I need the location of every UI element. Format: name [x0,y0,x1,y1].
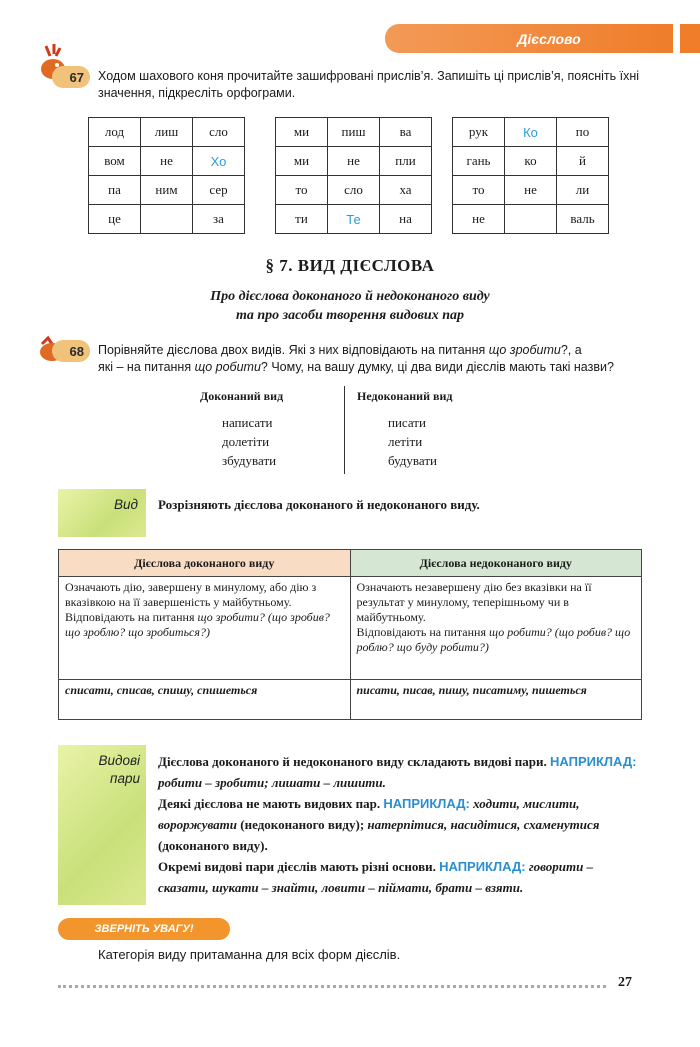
chapter-header [385,24,673,53]
perfective-description: Означають дію, завершену в минулому, або дію з вказівкою на її завершеність у майбутньому. Відповідають на питання що зробити? (що зробив? що зроблю? що зробиться?) [59,577,351,680]
cipher-grid-2: ми пиш ва ми не пли то сло ха ти Те на [275,117,432,234]
rule-pairs-text: Дієслова доконаного й недоконаного виду складають видові пари. НАПРИКЛАД: робити – зробити; лишати – лишити. Деякі дієслова не мають видових пар. НАПРИКЛАД: ходити, мислити, вороржувати (недоконаного виду); натерпітися, насидітися, схаменутися (доконаного виду). Окремі видові пари дієслів мають різні основи. НАПРИКЛАД: говорити – сказати, шукати – знайти, ловити – піймати, брати – взяти. [158,754,637,895]
column-divider [344,386,345,474]
section-title: § 7. ВИД ДІЄСЛОВА [265,256,435,275]
header-bar [680,24,700,53]
perfective-examples: списати, списав, спишу, спишеться [59,680,351,720]
rule-label-vyd: Вид [114,497,138,512]
footer-dots [58,985,606,988]
head-imperfective: Дієслова недоконаного виду [350,550,642,577]
attention-text: Категорія виду притаманна для всіх форм дієслів. [98,947,401,962]
section-subtitle-2: та про засоби творення видових пар [235,308,465,323]
comparison-table [58,549,642,720]
chapter-title: Дієслово [517,30,581,47]
col-head-imperfective: Недоконаний вид [357,389,453,403]
perfective-verbs: написати долетіти збудувати [222,415,277,468]
task-number-67: 67 [52,66,90,88]
cipher-grid-1: лод лиш сло вом не Хо па ним сер це за [88,117,245,234]
imperfective-verbs: писати летіти будувати [388,415,437,468]
section-subtitle-1: Про дієслова доконаного й недоконаного виду [210,289,490,304]
rule-label-pairs: Видові пари [98,753,140,786]
attention-badge: ЗВЕРНІТЬ УВАГУ! [58,918,230,940]
imperfective-description: Означають незавершену дію без вказівки на її результат у минулому, теперішньому чи в майбутньому. Відповідають на питання що робити? (що робив? що роблю? що буду робити?) [350,577,642,680]
rule-vyd-text: Розрізняють дієслова доконаного й недоконаного виду. [158,497,480,512]
col-head-perfective: Доконаний вид [200,389,284,403]
task-68-text: Порівняйте дієслова двох видів. Які з них відповідають на питання що зробити?, а які – на питання що робити? Чому, на вашу думку, ці два види дієслів мають такі назви? [98,343,614,374]
task-67-text: Ходом шахового коня прочитайте зашифровані прислів’я. Запишіть ці прислів’я, поясніть їхні значення, підкресліть орфограми. [98,69,640,100]
head-perfective: Дієслова доконаного виду [59,550,351,577]
page-number: 27 [618,975,632,990]
imperfective-examples: писати, писав, пишу, писатиму, пишеться [350,680,642,720]
task-number-68: 68 [52,340,90,362]
cipher-grid-3: рук Ко по гань ко й то не ли не валь [452,117,609,234]
